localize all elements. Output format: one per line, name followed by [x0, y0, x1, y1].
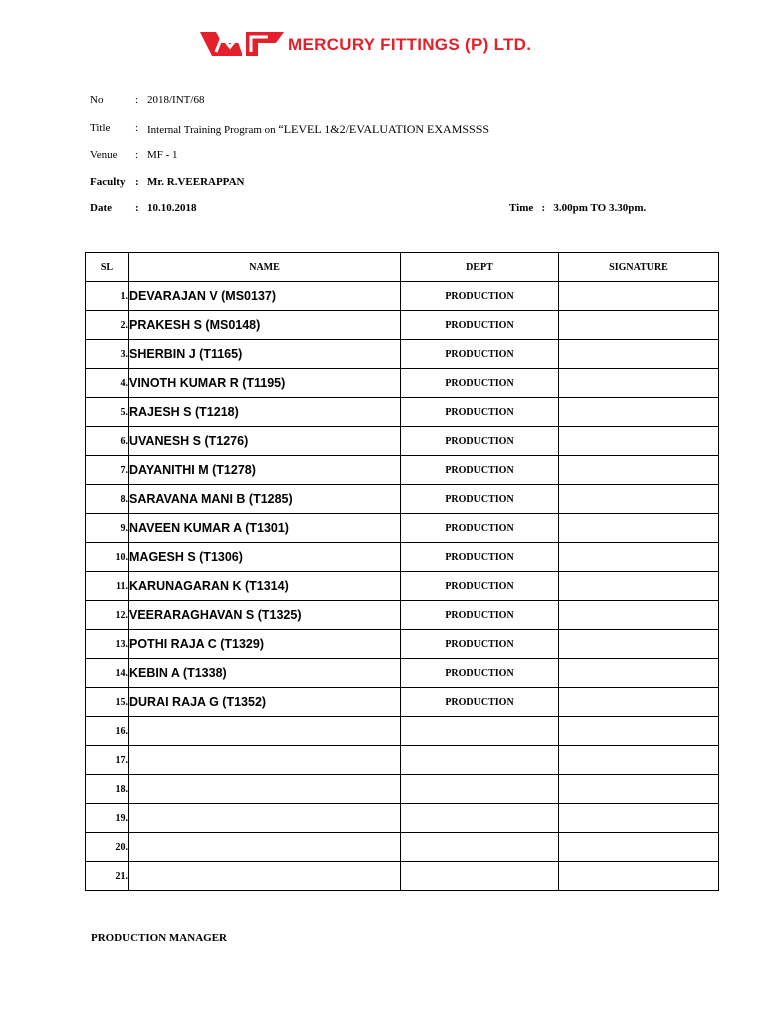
signature-cell — [559, 833, 719, 862]
faculty-value: Mr. R.VEERAPPAN — [147, 176, 245, 188]
signature-cell — [559, 485, 719, 514]
name-cell: DEVARAJAN V (MS0137) — [129, 282, 401, 311]
signature-cell — [559, 514, 719, 543]
name-cell — [129, 833, 401, 862]
name-cell: SHERBIN J (T1165) — [129, 340, 401, 369]
mercury-fittings-logo — [200, 30, 284, 58]
sl-cell: 7. — [86, 456, 129, 485]
sl-cell: 19. — [86, 804, 129, 833]
sl-cell: 8. — [86, 485, 129, 514]
sl-cell: 16. — [86, 717, 129, 746]
name-cell: SARAVANA MANI B (T1285) — [129, 485, 401, 514]
name-cell: MAGESH S (T1306) — [129, 543, 401, 572]
time-label: Time — [509, 202, 534, 214]
table-body — [86, 282, 719, 891]
signature-cell — [559, 717, 719, 746]
name-cell: DAYANITHI M (T1278) — [129, 456, 401, 485]
header-signature: SIGNATURE — [559, 253, 719, 282]
sl-cell: 5. — [86, 398, 129, 427]
signature-cell — [559, 456, 719, 485]
table-row — [86, 282, 719, 311]
sl-cell: 6. — [86, 427, 129, 456]
name-cell: VEERARAGHAVAN S (T1325) — [129, 601, 401, 630]
signature-cell — [559, 427, 719, 456]
table-row — [86, 833, 719, 862]
dept-cell: PRODUCTION — [401, 456, 559, 485]
name-cell: NAVEEN KUMAR A (T1301) — [129, 514, 401, 543]
table-row — [86, 746, 719, 775]
date-separator: : — [135, 202, 139, 214]
header-name: NAME — [129, 253, 401, 282]
sl-cell: 9. — [86, 514, 129, 543]
attendance-table — [85, 252, 719, 891]
sl-cell: 11. — [86, 572, 129, 601]
sl-cell: 13. — [86, 630, 129, 659]
table-row — [86, 717, 719, 746]
faculty-label: Faculty — [90, 176, 126, 188]
signature-cell — [559, 311, 719, 340]
signature-cell — [559, 804, 719, 833]
dept-cell: PRODUCTION — [401, 630, 559, 659]
dept-cell: PRODUCTION — [401, 601, 559, 630]
dept-cell — [401, 746, 559, 775]
table-row — [86, 456, 719, 485]
date-label: Date — [90, 202, 112, 214]
dept-cell: PRODUCTION — [401, 282, 559, 311]
signature-cell — [559, 688, 719, 717]
name-cell — [129, 746, 401, 775]
table-row — [86, 485, 719, 514]
no-separator: : — [135, 94, 139, 106]
name-cell: VINOTH KUMAR R (T1195) — [129, 369, 401, 398]
name-cell — [129, 804, 401, 833]
signature-cell — [559, 398, 719, 427]
title-value — [147, 122, 489, 137]
faculty-separator: : — [135, 176, 139, 188]
signatory-title: PRODUCTION MANAGER — [91, 932, 227, 944]
sl-cell: 10. — [86, 543, 129, 572]
table-row — [86, 630, 719, 659]
signature-cell — [559, 601, 719, 630]
dept-cell — [401, 804, 559, 833]
name-cell — [129, 717, 401, 746]
name-cell: POTHI RAJA C (T1329) — [129, 630, 401, 659]
name-cell: DURAI RAJA G (T1352) — [129, 688, 401, 717]
no-value: 2018/INT/68 — [147, 94, 205, 106]
sl-cell: 20. — [86, 833, 129, 862]
signature-cell — [559, 369, 719, 398]
sl-cell: 14. — [86, 659, 129, 688]
meta-time — [509, 202, 646, 214]
sl-cell: 2. — [86, 311, 129, 340]
dept-cell: PRODUCTION — [401, 311, 559, 340]
header-dept: DEPT — [401, 253, 559, 282]
dept-cell: PRODUCTION — [401, 427, 559, 456]
signature-cell — [559, 862, 719, 891]
company-name: MERCURY FITTINGS (P) LTD. — [288, 35, 532, 54]
sl-cell: 18. — [86, 775, 129, 804]
table-row — [86, 311, 719, 340]
table-row — [86, 601, 719, 630]
title-label: Title — [90, 122, 111, 134]
name-cell — [129, 862, 401, 891]
signature-cell — [559, 659, 719, 688]
signature-cell — [559, 282, 719, 311]
table-row — [86, 543, 719, 572]
title-value-prefix: Internal Training Program on — [147, 124, 279, 136]
venue-separator: : — [135, 149, 139, 161]
time-separator: : — [541, 202, 546, 214]
name-cell: RAJESH S (T1218) — [129, 398, 401, 427]
name-cell: KEBIN A (T1338) — [129, 659, 401, 688]
venue-label: Venue — [90, 149, 118, 161]
dept-cell: PRODUCTION — [401, 659, 559, 688]
title-value-emphasis: “LEVEL 1&2/EVALUATION EXAMSSSS — [278, 122, 490, 136]
name-cell: KARUNAGARAN K (T1314) — [129, 572, 401, 601]
dept-cell: PRODUCTION — [401, 514, 559, 543]
signature-cell — [559, 746, 719, 775]
sl-cell: 3. — [86, 340, 129, 369]
sl-cell: 4. — [86, 369, 129, 398]
name-cell — [129, 775, 401, 804]
table-header-row — [86, 253, 719, 282]
dept-cell: PRODUCTION — [401, 398, 559, 427]
dept-cell — [401, 862, 559, 891]
title-separator: : — [135, 122, 139, 134]
no-label: No — [90, 94, 104, 106]
dept-cell: PRODUCTION — [401, 572, 559, 601]
sl-cell: 15. — [86, 688, 129, 717]
dept-cell: PRODUCTION — [401, 543, 559, 572]
date-value: 10.10.2018 — [147, 202, 197, 214]
signature-cell — [559, 630, 719, 659]
table-row — [86, 688, 719, 717]
venue-value: MF - 1 — [147, 149, 178, 161]
table-row — [86, 369, 719, 398]
time-value: 3.00pm TO 3.30pm. — [553, 202, 647, 214]
sl-cell: 21. — [86, 862, 129, 891]
dept-cell: PRODUCTION — [401, 369, 559, 398]
signature-cell — [559, 340, 719, 369]
signature-cell — [559, 543, 719, 572]
letterhead — [0, 27, 768, 61]
table-row — [86, 659, 719, 688]
signature-cell — [559, 572, 719, 601]
name-cell: PRAKESH S (MS0148) — [129, 311, 401, 340]
signature-cell — [559, 775, 719, 804]
sl-cell: 17. — [86, 746, 129, 775]
sl-cell: 12. — [86, 601, 129, 630]
table-row — [86, 514, 719, 543]
name-cell: UVANESH S (T1276) — [129, 427, 401, 456]
table-row — [86, 862, 719, 891]
header-sl: SL — [86, 253, 129, 282]
table-row — [86, 804, 719, 833]
dept-cell: PRODUCTION — [401, 485, 559, 514]
dept-cell — [401, 833, 559, 862]
dept-cell — [401, 717, 559, 746]
dept-cell: PRODUCTION — [401, 340, 559, 369]
table-row — [86, 775, 719, 804]
table-row — [86, 340, 719, 369]
table-row — [86, 398, 719, 427]
sl-cell: 1. — [86, 282, 129, 311]
dept-cell — [401, 775, 559, 804]
table-row — [86, 427, 719, 456]
table-row — [86, 572, 719, 601]
dept-cell: PRODUCTION — [401, 688, 559, 717]
